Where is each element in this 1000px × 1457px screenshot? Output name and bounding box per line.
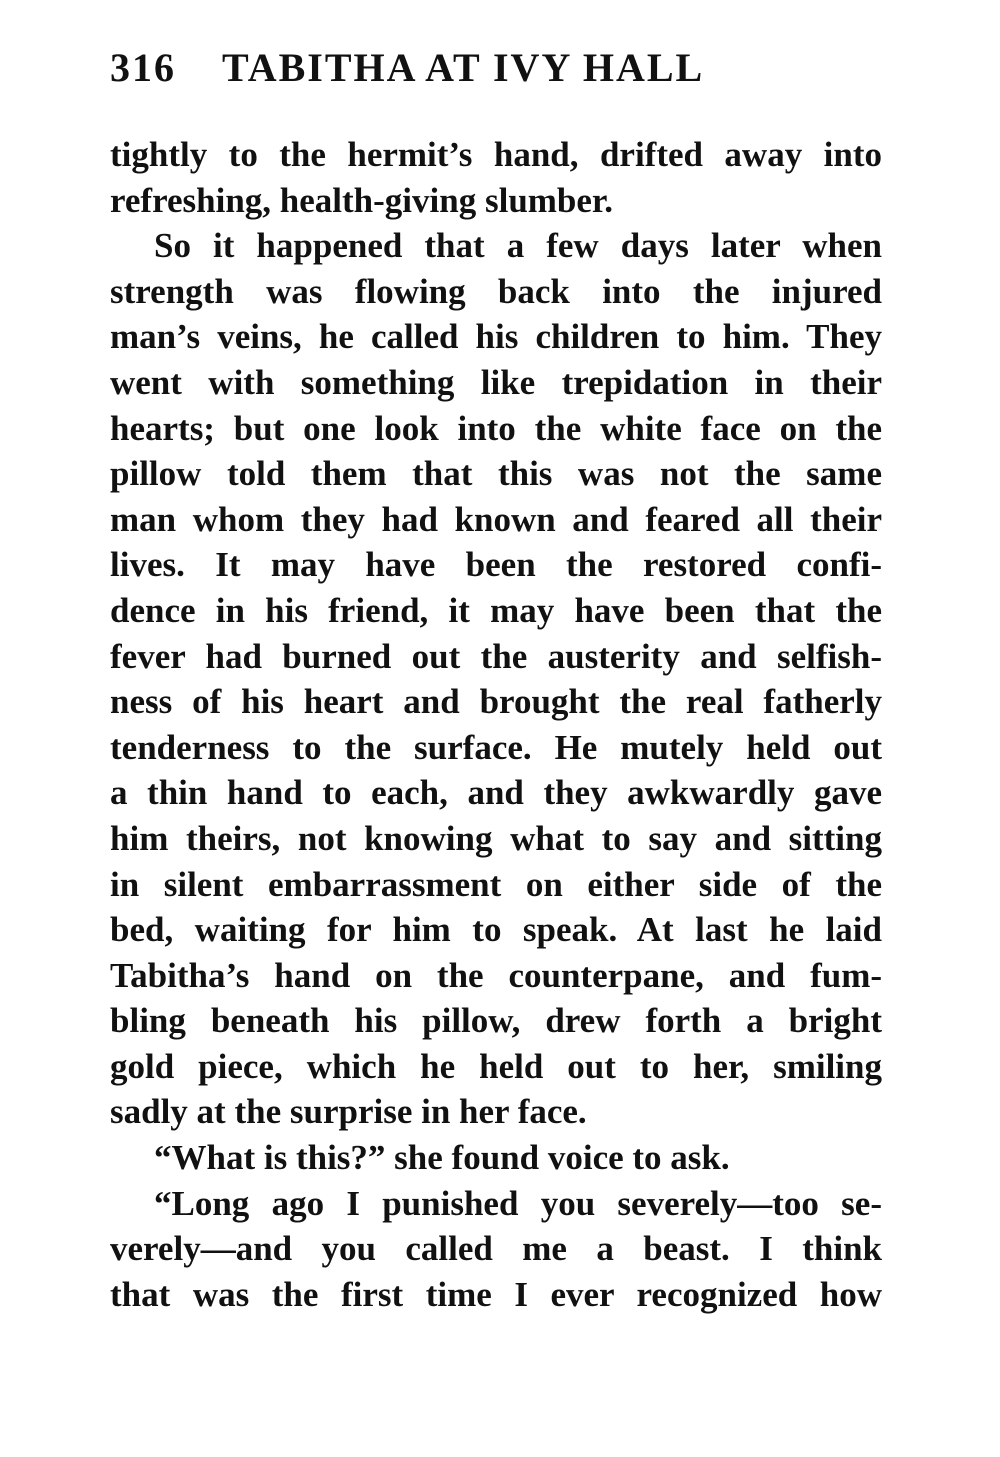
text-line: tightly to the hermit’s hand, drifted away into — [110, 135, 882, 174]
text-line: bling beneath his pillow, drew forth a bright — [110, 1001, 882, 1041]
running-head — [110, 44, 790, 94]
text-line: strength was flowing back into the injured — [110, 271, 882, 311]
text-line: verely—and you called me a beast. I think — [110, 1229, 882, 1269]
text-line: man whom they had known and feared all their — [110, 499, 882, 539]
text-line: in silent embarrassment on either side of the — [110, 864, 882, 904]
text-line: pillow told them that this was not the same — [110, 454, 882, 494]
text-line: ness of his heart and brought the real fatherly — [110, 682, 882, 722]
book-title: TABITHA AT IVY HALL — [222, 45, 705, 90]
text-line: that was the first time I ever recognized how — [110, 1274, 882, 1314]
text-line: lives. It may have been the restored confi- — [110, 545, 882, 585]
text-line: a thin hand to each, and they awkwardly gave — [110, 773, 882, 813]
text-line: hearts; but one look into the white face on the — [110, 408, 882, 448]
text-line: Tabitha’s hand on the counterpane, and fum- — [110, 955, 882, 995]
text-line: fever had burned out the austerity and selfish- — [110, 636, 882, 676]
text-line: So it happened that a few days later when — [154, 226, 882, 266]
text-line: man’s veins, he called his children to him. They — [110, 317, 882, 357]
text-line: sadly at the surprise in her face. — [110, 1092, 587, 1132]
text-line: “What is this?” she found voice to ask. — [154, 1138, 730, 1178]
page-number: 316 — [110, 45, 176, 90]
text-line: tenderness to the surface. He mutely held out — [110, 727, 882, 767]
text-line: gold piece, which he held out to her, smiling — [110, 1046, 882, 1086]
text-line: went with something like trepidation in their — [110, 362, 882, 402]
text-line: bed, waiting for him to speak. At last he laid — [110, 910, 882, 950]
text-line: him theirs, not knowing what to say and sitting — [110, 818, 882, 858]
text-line: “Long ago I punished you severely—too se- — [154, 1183, 882, 1223]
body-text — [110, 132, 882, 1317]
text-line: refreshing, health-giving slumber. — [110, 180, 614, 220]
text-line: dence in his friend, it may have been that the — [110, 590, 882, 630]
